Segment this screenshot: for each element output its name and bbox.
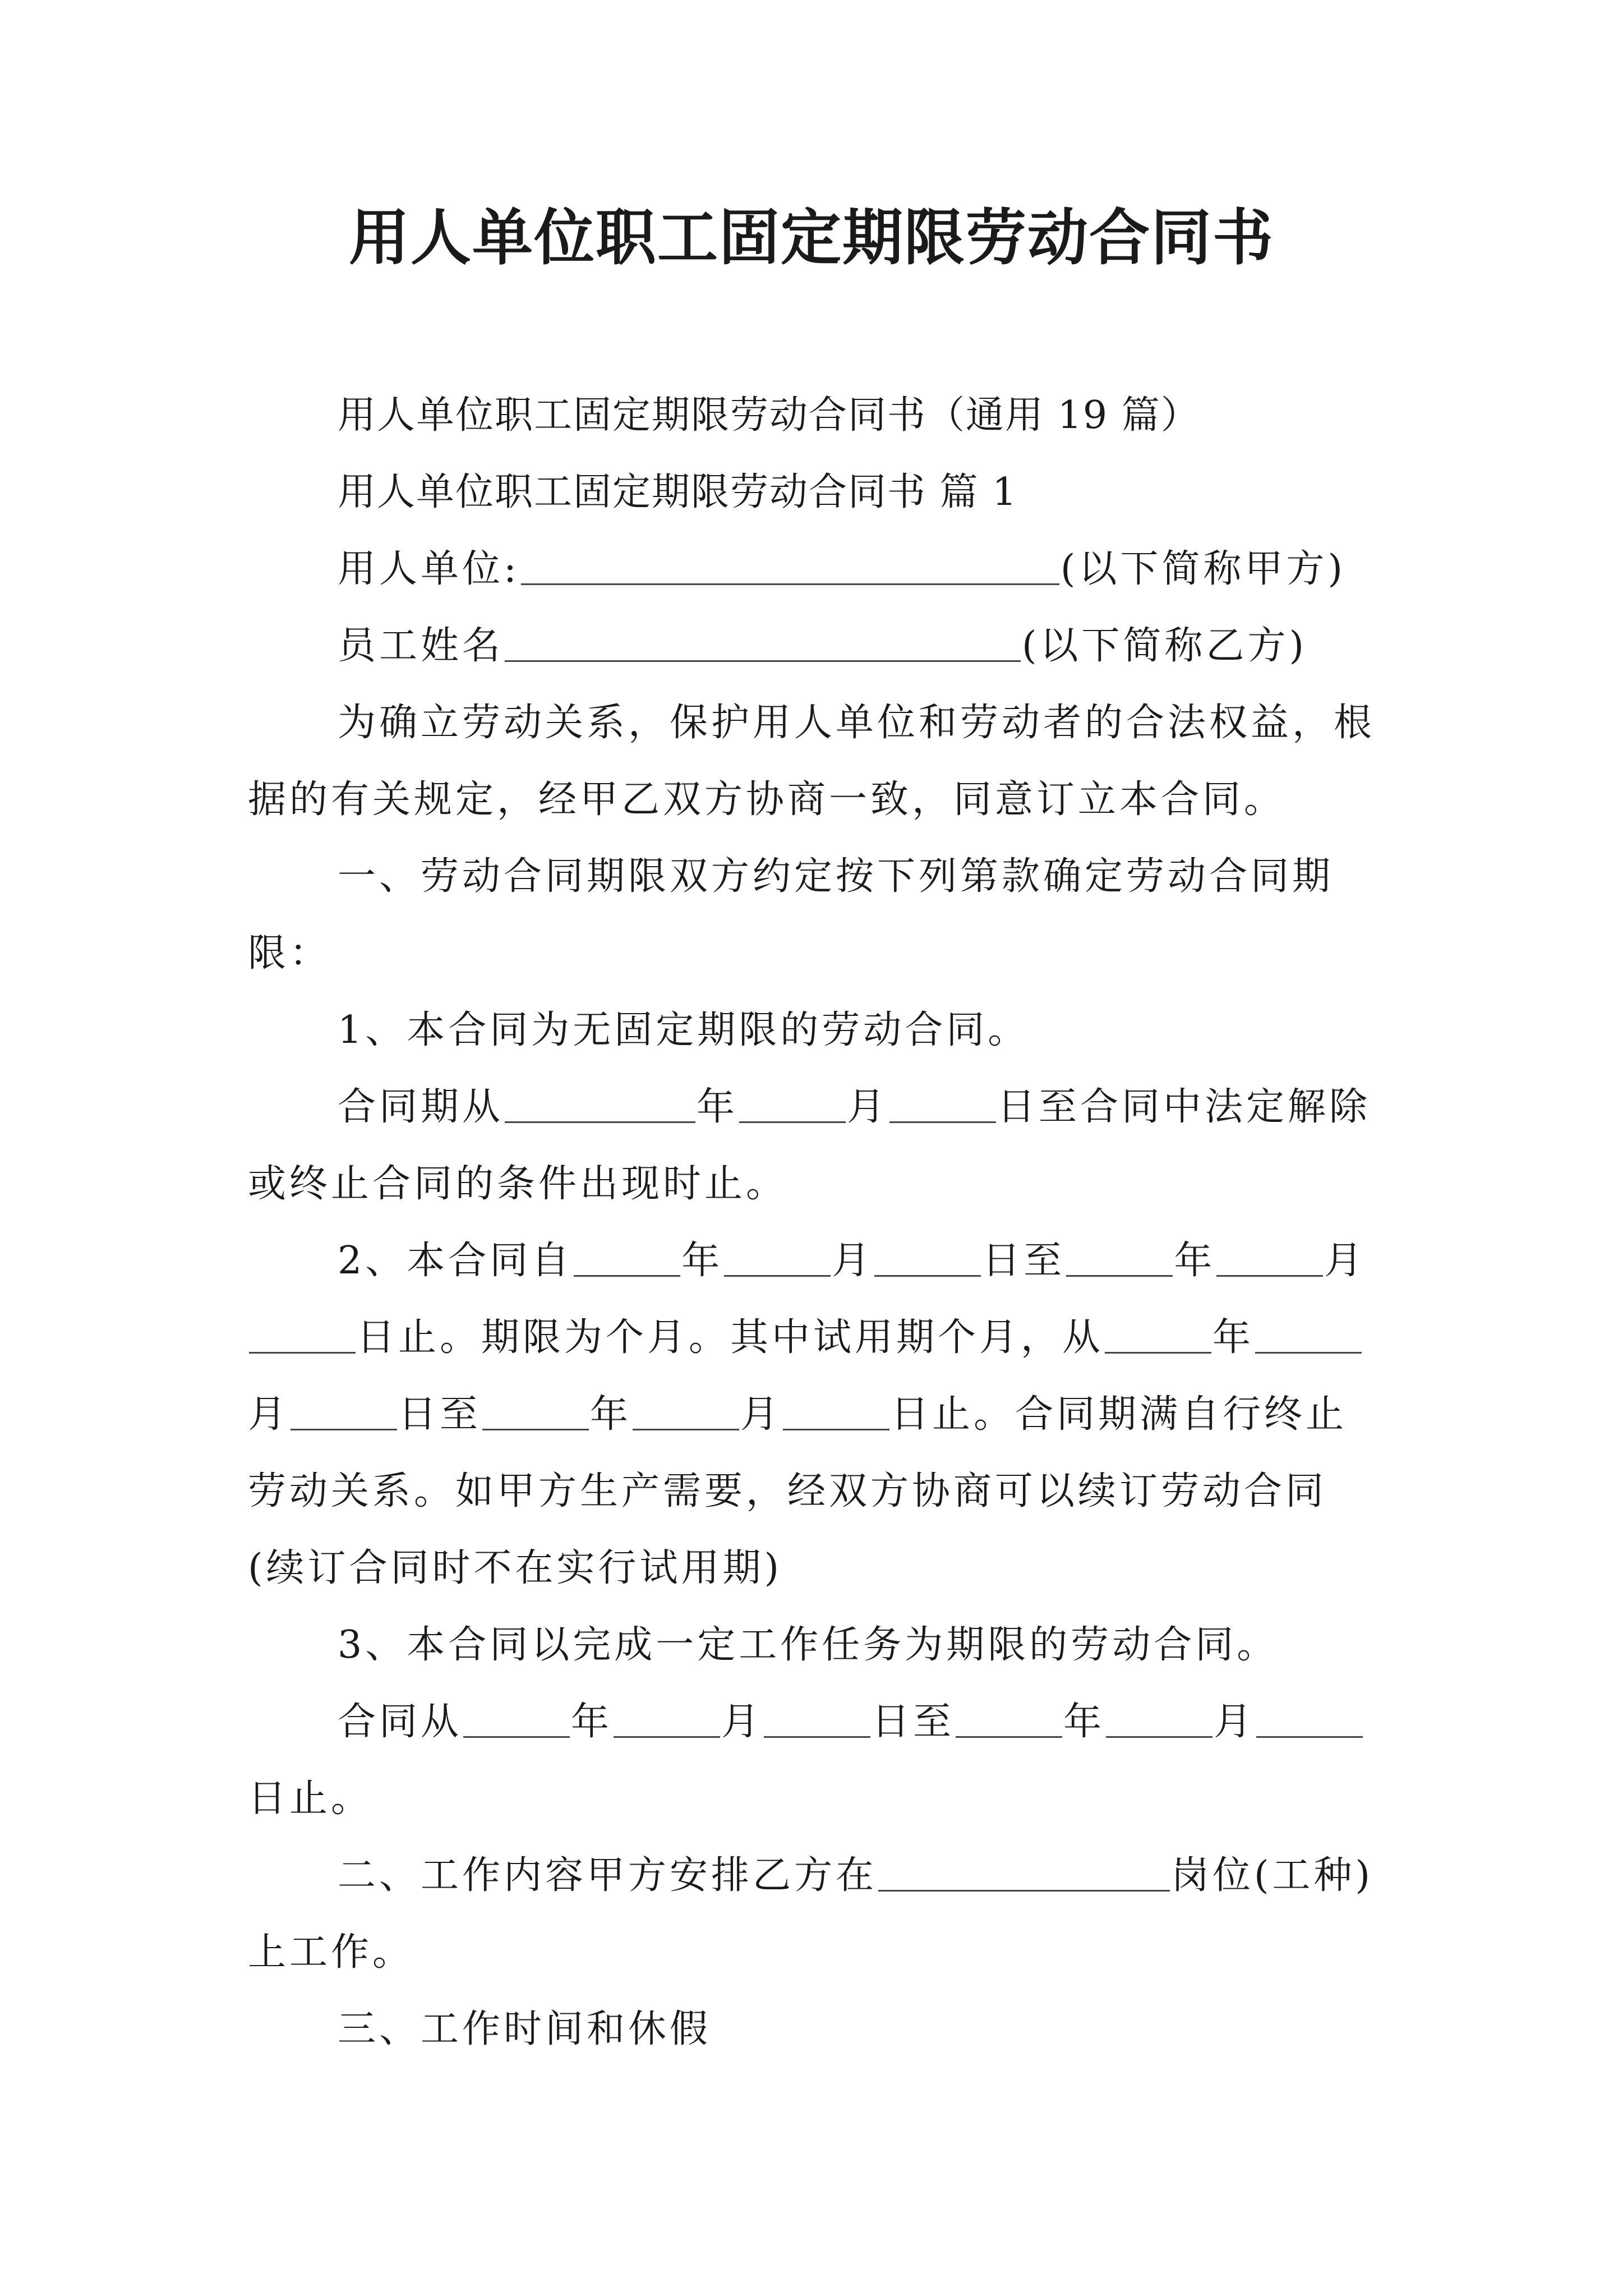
employer-label: 用人单位: xyxy=(338,547,520,591)
employer-line xyxy=(248,531,1375,608)
month-label: 月 xyxy=(832,1239,874,1283)
clause-1-item-3-term xyxy=(248,1683,1375,1837)
blank xyxy=(1256,1701,1363,1738)
employee-line xyxy=(248,608,1375,684)
term-from-label: 合同从 xyxy=(338,1700,463,1744)
blank xyxy=(482,1394,589,1430)
blank xyxy=(1106,1701,1212,1738)
blank xyxy=(739,1087,846,1123)
blank xyxy=(463,1701,570,1738)
clause-1-item-1-term xyxy=(248,1069,1375,1222)
year-label: 年 xyxy=(590,1392,632,1437)
day-to-label: 日至 xyxy=(982,1239,1066,1283)
position-blank xyxy=(878,1855,1170,1892)
employee-blank xyxy=(505,625,1021,662)
term-end-text: 日至合同中法定解除或终止合同的条件出现时止。 xyxy=(248,1085,1371,1206)
employer-suffix: (以下简称甲方) xyxy=(1060,547,1346,591)
month-label: 月 xyxy=(740,1392,782,1437)
clause-1-item-3: 3、本合同以完成一定工作任务为期限的劳动合同。 xyxy=(338,1623,1279,1667)
blank xyxy=(574,1240,680,1277)
subtitle-line: 用人单位职工固定期限劳动合同书（通用 19 篇） xyxy=(338,393,1200,438)
term-end-text: 日止。 xyxy=(248,1777,373,1821)
employee-suffix: (以下简称乙方) xyxy=(1022,624,1308,668)
blank xyxy=(783,1394,889,1430)
renewal-text: 日止。合同期满自行终止劳动关系。如甲方生产需要，经双方协商可以续订劳动合同(续订合同时不在实行试用期) xyxy=(248,1392,1348,1590)
clause-2-label: 二、工作内容甲方安排乙方在 xyxy=(338,1853,878,1898)
clause-2-suffix: 岗位(工种)上工作。 xyxy=(248,1853,1374,1975)
blank xyxy=(1255,1317,1362,1354)
month-label: 月 xyxy=(847,1085,889,1129)
blank xyxy=(956,1701,1062,1738)
month-label: 月 xyxy=(248,1392,290,1437)
blank xyxy=(505,1087,695,1123)
clause-2 xyxy=(248,1837,1375,1991)
year-label: 年 xyxy=(1063,1700,1105,1744)
blank xyxy=(1216,1240,1323,1277)
year-label: 年 xyxy=(697,1085,739,1129)
year-label: 年 xyxy=(571,1700,613,1744)
blank xyxy=(249,1317,356,1354)
blank xyxy=(633,1394,739,1430)
blank xyxy=(291,1394,397,1430)
blank xyxy=(1105,1317,1211,1354)
month-label: 月 xyxy=(1324,1239,1366,1283)
preamble-paragraph: 为确立劳动关系，保护用人单位和劳动者的合法权益，根据的有关规定，经甲乙双方协商一致，同意订立本合同。 xyxy=(248,701,1376,822)
document-title: 用人单位职工固定期限劳动合同书 xyxy=(348,203,1274,273)
year-label: 年 xyxy=(1174,1239,1216,1283)
year-label: 年 xyxy=(1212,1315,1255,1360)
section-heading: 用人单位职工固定期限劳动合同书 篇 1 xyxy=(338,470,1018,514)
blank xyxy=(874,1240,981,1277)
clause-3-heading: 三、工作时间和休假 xyxy=(338,2007,712,2051)
month-label: 月 xyxy=(1214,1700,1256,1744)
employee-label: 员工姓名 xyxy=(338,624,504,668)
term-from-label: 合同期从 xyxy=(338,1085,504,1129)
day-to-label: 日至 xyxy=(872,1700,955,1744)
blank xyxy=(889,1087,996,1123)
month-label: 月 xyxy=(721,1700,763,1744)
term-months-text: 日止。期限为个月。其中试用期个月，从 xyxy=(357,1315,1104,1360)
clause-1-item-1: 1、本合同为无固定期限的劳动合同。 xyxy=(338,1008,1030,1052)
blank xyxy=(724,1240,831,1277)
blank xyxy=(764,1701,870,1738)
blank xyxy=(614,1701,720,1738)
item-2-label: 2、本合同自 xyxy=(338,1239,573,1283)
clause-1-item-2 xyxy=(248,1222,1375,1607)
document-body xyxy=(248,377,1375,2068)
clause-1-heading: 一、劳动合同期限双方约定按下列第款确定劳动合同期限： xyxy=(248,854,1334,976)
employer-blank xyxy=(521,549,1059,585)
day-to-label: 日至 xyxy=(398,1392,482,1437)
blank xyxy=(1066,1240,1173,1277)
year-label: 年 xyxy=(681,1239,723,1283)
